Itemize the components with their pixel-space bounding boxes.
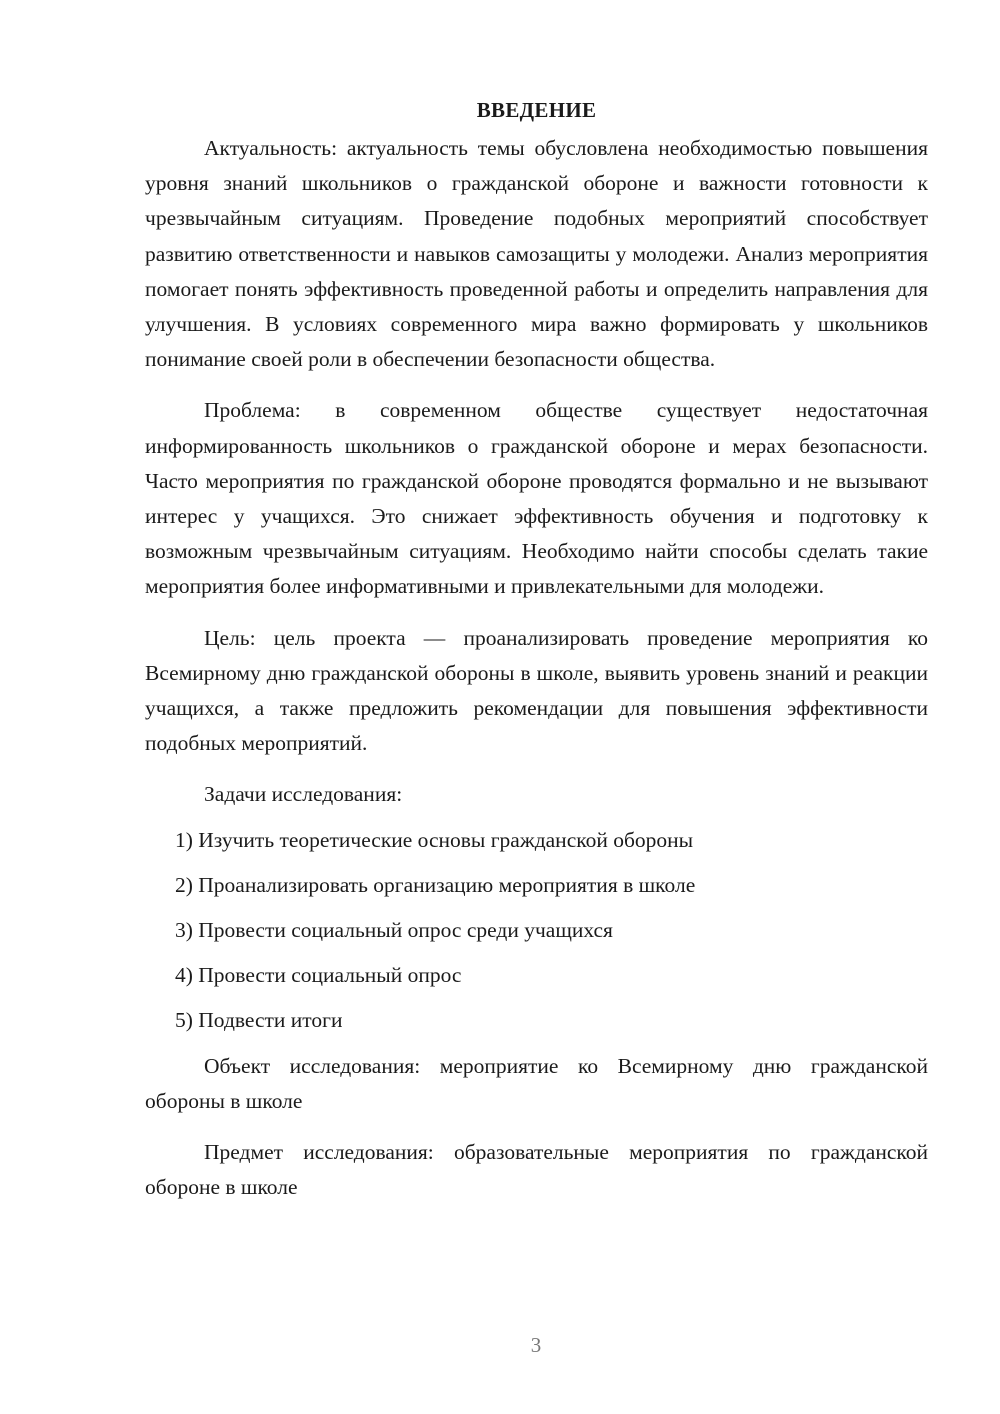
object-paragraph: Объект исследования: мероприятие ко Всемирному дню гражданской обороны в школе: [145, 1053, 928, 1113]
subject-paragraph: Предмет исследования: образовательные мероприятия по гражданской обороне в школе: [145, 1140, 928, 1200]
list-item: 2) Проанализировать организацию мероприятия в школе: [175, 872, 696, 897]
page-title: ВВЕДЕНИЕ: [476, 98, 597, 122]
list-item: 1) Изучить теоретические основы гражданской обороны: [175, 827, 694, 852]
goal-paragraph: Цель: цель проекта — проанализировать проведение мероприятия ко Всемирному дню гражданской обороны в школе, выявить уровень знаний и реакции учащихся, а также предложить рекомендации для повышения эффективности подобных мероприятий.: [145, 625, 928, 756]
page-number: 3: [530, 1333, 542, 1357]
relevance-paragraph: Актуальность: актуальность темы обусловлена необходимостью повышения уровня знаний школьников о гражданской обороне и важности готовности к чрезвычайным ситуациям. Проведение подобных мероприятий способствует развитию ответственности и навыков самозащиты у молодежи. Анализ мероприятия помогает понять эффективность проведенной работы и определить направления для улучшения. В условиях современного мира важно формировать у школьников понимание своей роли в обеспечении безопасности общества.: [145, 136, 928, 372]
list-item: 3) Провести социальный опрос среди учащихся: [175, 918, 613, 943]
problem-paragraph: Проблема: в современном обществе существует недостаточная информированность школьников о гражданской обороне и мерах безопасности. Часто мероприятия по гражданской обороне проводятся формально и не вызывают интерес у учащихся. Это снижает эффективность обучения и подготовку к возможным чрезвычайным ситуациям. Необходимо найти способы сделать такие мероприятия более информативными и привлекательными для молодежи.: [145, 398, 928, 599]
tasks-list: [145, 823, 928, 1039]
list-item: 4) Провести социальный опрос: [175, 963, 462, 988]
document-page: [145, 95, 928, 1221]
list-item: 5) Подвести итоги: [175, 1008, 343, 1033]
tasks-title: Задачи исследования:: [204, 782, 403, 807]
